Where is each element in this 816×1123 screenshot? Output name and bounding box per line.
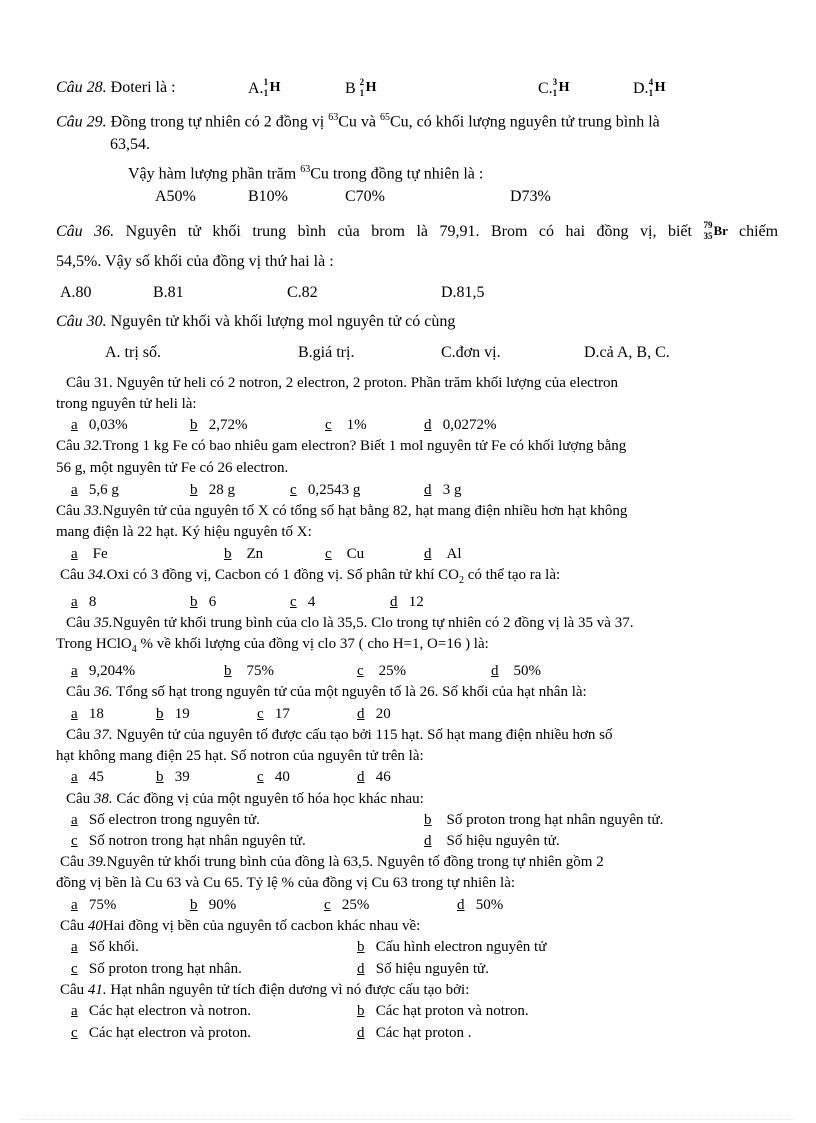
q32-option-b: b 28 g [190,482,235,498]
hydrogen-isotope-4: 4 1 H [648,77,666,98]
q33-option-b: b Zn [224,546,264,562]
q30-option-c: C.đơn vị. [441,344,501,361]
q28-option-a: A. 1 1 H [248,77,281,98]
q33-line-2: mang điện là 22 hạt. Ký hiệu nguyên tố X: [56,524,312,540]
q29-option-b: B10% [248,188,288,205]
q35-option-c: c 25% [357,663,407,679]
q41-option-b: b Các hạt proton và notron. [357,1003,529,1019]
question-39: Câu 39.Nguyên tử khối trung bình của đồng là 63,5. Nguyên tố đồng trong tự nhiên gồm 2 [60,854,604,870]
q36a-option-a: A.80 [60,284,92,301]
q41-option-d: d Các hạt proton . [357,1025,472,1041]
q30-option-a: A. trị số. [105,344,161,361]
q40-option-d: d Số hiệu nguyên tử. [357,961,489,977]
q41-option-c: c Các hạt electron và proton. [71,1025,251,1041]
q40-option-b: b Cấu hình electron nguyên tử [357,939,547,955]
q39-option-b: b 90% [190,897,237,913]
q33-option-c: c Cu [325,546,365,562]
q31-option-a: a 0,03% [71,417,128,433]
q28-option-b: B 2 1 H [345,77,377,98]
q40-option-c: c Số proton trong hạt nhân. [71,961,242,977]
q32-option-c: c 0,2543 g [290,482,361,498]
q29-option-d: D73% [510,188,551,205]
q38-option-d: d Số hiệu nguyên tử. [424,833,560,849]
q36b-option-d: d 20 [357,706,391,722]
q33-option-a: a Fe [71,546,108,562]
question-34: Câu 34.Oxi có 3 đồng vị, Cacbon có 1 đồng vị. Số phân tử khí $CO_2$ có thể tạo ra là: [60,567,561,586]
q29-option-c: C70% [345,188,385,205]
page-bottom-divider [20,1119,796,1120]
q30-option-d: D.cả A, B, C. [584,344,670,361]
q40-option-a: a Số khối. [71,939,139,955]
q29-line-2: 63,54. [110,136,150,153]
question-28 [56,79,176,97]
q37-option-b: b 39 [156,769,190,785]
q33-option-d: d Al [424,546,462,562]
hydrogen-isotope-2: 2 1 H [359,77,377,98]
question-41: Câu 41. Hạt nhân nguyên tử tích điện dương vì nó được cấu tạo bởi: [60,982,470,998]
q29-option-a: A50% [155,188,196,205]
question-36-brom: Câu 36. Nguyên tử khối trung bình của brom là 79,91. Brom có hai đồng vị, biết 79 35 Br chiếm [56,220,779,241]
q36a-line-2: 54,5%. Vậy số khối của đồng vị thứ hai là : [56,253,334,270]
q41-option-a: a Các hạt electron và notron. [71,1003,251,1019]
q32-option-a: a 5,6 g [71,482,119,498]
q35-option-a: a 9,204% [71,663,136,679]
question-38: Câu 38. Các đồng vị của một nguyên tố hóa học khác nhau: [66,791,424,807]
q28-option-c: C. 3 1 H [538,77,570,98]
q31-option-c: c 1% [325,417,367,433]
q31-line-2: trong nguyên tử heli là: [56,396,197,412]
q32-line-2: 56 g, một nguyên tử Fe có 26 electron. [56,460,289,476]
question-40: Câu 40Hai đồng vị bền của nguyên tố cacbon khác nhau về: [60,918,421,934]
q39-option-d: d 50% [457,897,504,913]
q38-option-b: b Số proton trong hạt nhân nguyên tử. [424,812,664,828]
q29-line-3: Vậy hàm lượng phần trăm $^{63}$Cu trong đồng tự nhiên là : [128,164,484,183]
question-33: Câu 33.Nguyên tử của nguyên tố X có tổng số hạt bằng 82, hạt mang điện nhiều hơn hạt không [56,503,628,519]
q37-line-2: hạt không mang điện 25 hạt. Số notron của nguyên tử trên là: [56,748,424,764]
question-35: Câu 35.Nguyên tử khối trung bình của clo là 35,5. Clo trong tự nhiên có 2 đồng vị là 35 và 37. [66,615,634,631]
question-30: Câu 30. Nguyên tử khối và khối lượng mol nguyên tử có cùng [56,313,456,330]
q34-option-b: b 6 [190,594,217,610]
q37-option-a: a 45 [71,769,104,785]
q34-option-c: c 4 [290,594,316,610]
q34-option-d: d 12 [390,594,424,610]
q39-option-a: a 75% [71,897,117,913]
q35-line-2: Trong HClO$_4$ % về khối lượng của đồng vị clo 37 ( cho H=1, O=16 ) là: [56,636,489,655]
hydrogen-isotope-3: 3 1 H [552,77,570,98]
q37-option-d: d 46 [357,769,391,785]
q34-option-a: a 8 [71,594,97,610]
q37-option-c: c 40 [257,769,290,785]
q36b-option-a: a 18 [71,706,104,722]
bromine-isotope: 79 35 Br [703,220,728,241]
q32-option-d: d 3 g [424,482,462,498]
q28-option-d: D. 4 1 H [633,77,666,98]
question-31: Câu 31. Nguyên tử heli có 2 notron, 2 electron, 2 proton. Phần trăm khối lượng của electron [66,375,618,391]
q36b-option-b: b 19 [156,706,190,722]
q36b-option-c: c 17 [257,706,290,722]
question-32: Câu 32.Trong 1 kg Fe có bao nhiêu gam electron? Biết 1 mol nguyên tử Fe có khối lượng bằng [56,438,627,454]
q39-option-c: c 25% [324,897,370,913]
q36a-option-c: C.82 [287,284,318,301]
q38-option-c: c Số notron trong hạt nhân nguyên tử. [71,833,306,849]
q30-option-b: B.giá trị. [298,344,355,361]
question-29: Câu 29. Đồng trong tự nhiên có 2 đồng vị $^{63}$Cu và $^{65}$Cu, có khối lượng nguyên tử trung bình là [56,112,660,131]
q39-line-2: đồng vị bền là Cu 63 và Cu 65. Tỷ lệ % của đồng vị Cu 63 trong tự nhiên là: [56,875,516,891]
q36a-option-d: D.81,5 [441,284,485,301]
question-37: Câu 37. Nguyên tử của nguyên tố được cấu tạo bởi 115 hạt. Số hạt mang điện nhiều hơn số [66,727,613,743]
q38-option-a: a Số electron trong nguyên tử. [71,812,260,828]
q31-option-b: b 2,72% [190,417,248,433]
q28-text: Đoteri là : [110,79,176,96]
question-36: Câu 36. Tổng số hạt trong nguyên tử của một nguyên tố là 26. Số khối của hạt nhân là: [66,684,587,700]
q35-option-b: b 75% [224,663,274,679]
q31-option-d: d 0,0272% [424,417,497,433]
q35-option-d: d 50% [491,663,541,679]
q36a-option-b: B.81 [153,284,184,301]
hydrogen-isotope-1: 1 1 H [263,77,281,98]
q28-label: Câu 28. [56,79,107,96]
